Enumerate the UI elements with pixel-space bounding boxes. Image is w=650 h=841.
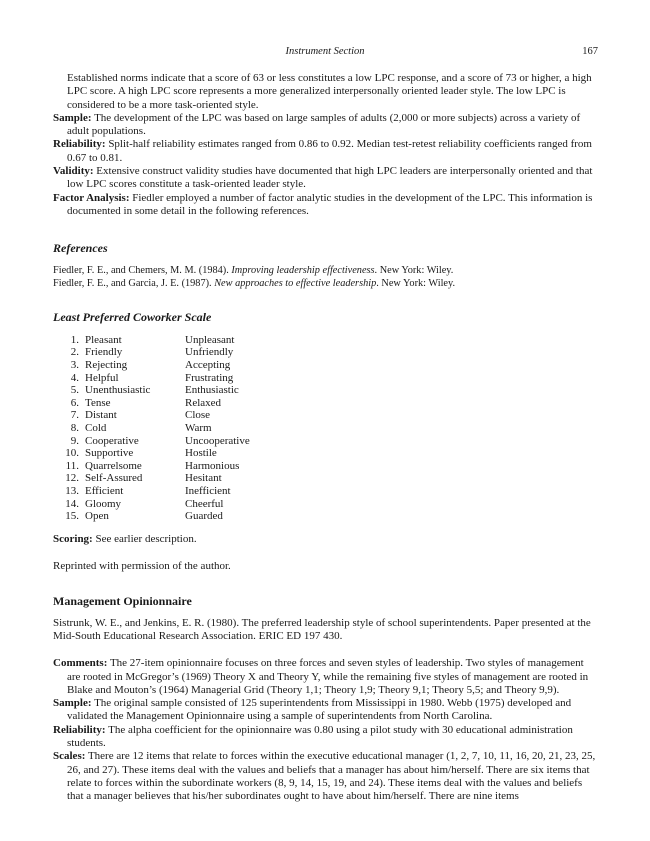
scale-item-right-adjective: Frustrating (185, 371, 234, 384)
scoring-text: See earlier description. (95, 532, 197, 545)
norms-paragraph: Established norms indicate that a score of 63 or less constitutes a low LPC response, and a score of 73 or higher, a high LPC score. A high LPC score represents a more generalized interpersonally oriented leader style. The low LPC is considered to be a more task-oriented style. (67, 72, 592, 111)
comments-field (53, 657, 598, 697)
reference-title: New approaches to effective leadership (214, 278, 377, 290)
scale-item-left-adjective: Quarrelsome (85, 459, 142, 472)
lpc-factor-analysis-field (53, 192, 598, 219)
reference-title: Improving leadership effectiveness (231, 264, 375, 276)
scale-item-number: 2. (70, 346, 79, 359)
field-label: Validity: (53, 165, 94, 178)
scale-item-number: 13. (65, 484, 79, 497)
scale-item-right-adjective: Accepting (185, 359, 231, 372)
scale-item-left-adjective: Cold (85, 422, 107, 435)
field-label: Factor Analysis: (53, 191, 130, 204)
scale-item (63, 472, 598, 485)
scale-item-number: 11. (65, 459, 79, 472)
scale-item-number: 4. (70, 371, 79, 384)
field-label: Comments: (53, 657, 108, 670)
scale-item (63, 485, 598, 498)
scale-item-right-adjective: Inefficient (185, 484, 231, 497)
field-text: The 27-item opinionnaire focuses on three forces and seven styles of leadership. Two styles of management are rooted in McGregor’s (1969) Theory X and Theory Y, while the remaining five styles of management are rooted in Blake and Mouton’s (1964) Managerial Grid (Theory 1,1; Theory 1,9; Theory 9,1; Theory 5,5; and Theory 9,9). (67, 657, 589, 696)
scale-item (63, 384, 598, 397)
field-text: There are 12 items that relate to forces within the executive educational manager (1, 2, 7, 10, 11, 16, 20, 21, 23, 25, 26, and 27). These items deal with the values and beliefs that a manager has about him/herself. There are six items that relate to forces within the subordinate workers (8, 9, 14, 15, 19, and 24). These items deal with the values and beliefs that a manager believes that his/her subordinates ought to have about him/herself. There are nine items (67, 750, 596, 803)
scale-item (63, 435, 598, 448)
scale-item-number: 7. (70, 409, 79, 422)
field-label: Reliability: (53, 723, 106, 736)
scale-item (63, 397, 598, 410)
scale-item-right-adjective: Harmonious (185, 459, 240, 472)
scale-item (63, 422, 598, 435)
reference-authors: Fiedler, F. E., and Garcia, J. E. (1987). (53, 278, 215, 290)
scoring-label: Scoring: (53, 532, 93, 545)
scale-item-number: 10. (65, 447, 79, 460)
scales-field (53, 750, 598, 803)
references-heading: References (53, 241, 108, 256)
scale-item-right-adjective: Guarded (185, 510, 223, 523)
scale-item-left-adjective: Unenthusiastic (85, 384, 151, 397)
scale-item-right-adjective: Hesitant (185, 472, 222, 485)
scale-item-number: 1. (70, 333, 79, 346)
page-number: 167 (582, 46, 598, 57)
scale-item-number: 15. (65, 510, 79, 523)
lpc-scale-heading: Least Preferred Coworker Scale (53, 309, 212, 324)
scale-item (63, 447, 598, 460)
scale-item (63, 510, 598, 523)
scale-item-left-adjective: Self-Assured (85, 472, 143, 485)
reference-item (53, 264, 598, 278)
scale-item (63, 460, 598, 473)
scale-item-left-adjective: Pleasant (85, 333, 122, 346)
scale-item-right-adjective: Unpleasant (185, 333, 235, 346)
scale-item-right-adjective: Warm (185, 422, 212, 435)
scale-item-left-adjective: Friendly (85, 346, 123, 359)
lpc-validity-field (53, 165, 598, 192)
scale-item-left-adjective: Helpful (85, 371, 119, 384)
permission-note: Reprinted with permission of the author. (53, 560, 231, 573)
management-opinionnaire-heading: Management Opinionnaire (53, 594, 192, 609)
lpc-scale-list (63, 334, 598, 523)
scale-item (63, 359, 598, 372)
scale-item-right-adjective: Cheerful (185, 497, 224, 510)
lpc-reliability-field (53, 138, 598, 165)
scale-item-number: 6. (70, 396, 79, 409)
field-label: Sample: (53, 111, 92, 124)
scale-item-number: 14. (65, 497, 79, 510)
field-text: Fiedler employed a number of factor analytic studies in the development of the LPC. This information is documented in some detail in the following references. (67, 191, 593, 217)
scale-item (63, 372, 598, 385)
scale-item-left-adjective: Open (85, 510, 109, 523)
scale-item-left-adjective: Gloomy (85, 497, 122, 510)
running-header (0, 46, 650, 60)
field-text: Extensive construct validity studies have documented that high LPC leaders are interpersonally oriented and that low LPC scores constitute a task-oriented leader style. (67, 165, 593, 191)
reliability-field (53, 724, 598, 751)
page-content (53, 72, 598, 804)
reference-publisher: . New York: Wiley. (376, 278, 456, 290)
scale-item-left-adjective: Rejecting (85, 359, 128, 372)
scale-item (63, 498, 598, 511)
scale-item-number: 12. (65, 472, 79, 485)
field-label: Sample: (53, 697, 92, 710)
field-text: The development of the LPC was based on large samples of adults (2,000 or more subjects) across a variety of adult populations. (67, 111, 581, 138)
scale-item-left-adjective: Distant (85, 409, 117, 422)
field-label: Reliability: (53, 138, 106, 151)
scale-item-left-adjective: Efficient (85, 484, 124, 497)
scale-item (63, 334, 598, 347)
scale-item-number: 5. (70, 384, 79, 397)
scale-item-left-adjective: Cooperative (85, 434, 139, 447)
scale-item-number: 8. (70, 422, 79, 435)
field-label: Scales: (53, 750, 86, 763)
scale-item (63, 346, 598, 359)
scale-item-right-adjective: Hostile (185, 447, 217, 460)
field-text: The alpha coefficient for the opinionnaire was 0.80 using a pilot study with 30 educational administration students. (67, 723, 573, 750)
reference-item (53, 277, 598, 291)
scale-item-number: 3. (70, 359, 79, 372)
scale-item-right-adjective: Close (185, 409, 211, 422)
scoring-line (53, 533, 598, 546)
lpc-sample-field (53, 112, 598, 139)
scale-item-right-adjective: Enthusiastic (185, 384, 239, 397)
reference-publisher: . New York: Wiley. (374, 264, 454, 276)
scale-item (63, 409, 598, 422)
sample-field (53, 697, 598, 724)
scale-item-left-adjective: Tense (85, 396, 111, 409)
scale-item-right-adjective: Relaxed (185, 396, 222, 409)
scale-item-number: 9. (70, 434, 79, 447)
field-text: Split-half reliability estimates ranged from 0.86 to 0.92. Median test-retest reliability coefficients ranged from 0.67 to 0.81. (67, 138, 592, 164)
reference-authors: Fiedler, F. E., and Chemers, M. M. (1984). (53, 264, 232, 276)
scale-item-left-adjective: Supportive (85, 447, 134, 460)
scale-item-right-adjective: Unfriendly (185, 346, 234, 359)
running-title: Instrument Section (285, 46, 365, 57)
scale-item-right-adjective: Uncooperative (185, 434, 250, 447)
opinionnaire-citation: Sistrunk, W. E., and Jenkins, E. R. (1980). The preferred leadership style of school superintendents. Paper presented at the Mid-South Educational Research Association. ERIC ED 197 430. (53, 616, 591, 642)
field-text: The original sample consisted of 125 superintendents from Mississippi in 1980. Webb (1975) developed and validated the Management Opinionnaire using a sample of superintendents from North Carolina. (67, 697, 572, 723)
